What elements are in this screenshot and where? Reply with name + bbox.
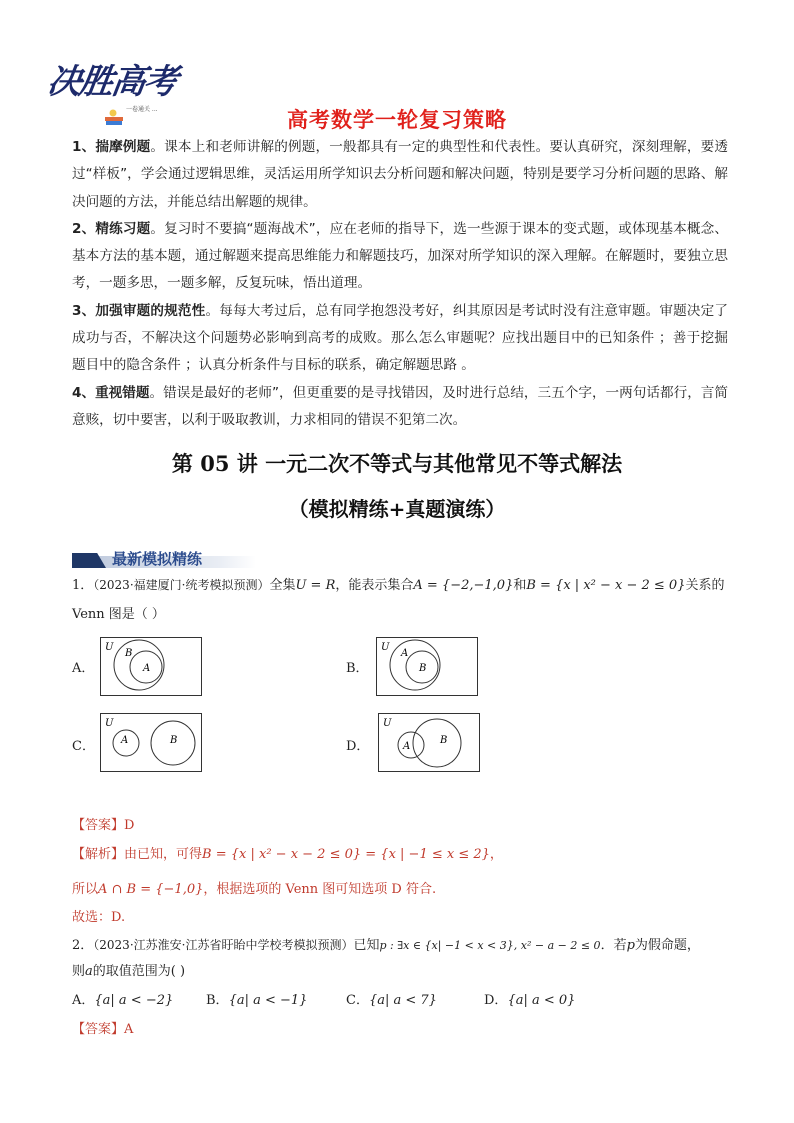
q1-analysis: 【解析】由已知，可得B = {x | x² − x − 2 ≤ 0} = {x | −1 ≤ x ≤ 2}，: [72, 847, 503, 862]
lecture-subtitle: （模拟精练+真题演练）: [288, 497, 506, 521]
section-header: [72, 548, 256, 568]
lecture-title: 第 05 讲 一元二次不等式与其他常见不等式解法: [171, 451, 623, 476]
strategy-item: 4、重视错题。错误是最好的老师”，但更重要的是寻找错因，及时进行总结，三五个字，一两句话都行，言简意赅，切中要害，以利于吸取教训，力求相同的错误不犯第二次。: [72, 384, 728, 428]
u-label: U: [381, 642, 390, 653]
answer-tag: 【答案】: [72, 1022, 125, 1037]
u-label: U: [105, 718, 114, 729]
q2-stem: 2．（2023·江苏淮安·江苏省盱眙中学校考模拟预测）已知p : ∃x ∈ {x| −1 < x < 3}, x² − a − 2 ≤ 0．若p为假命题，: [72, 938, 700, 953]
q2-source: （2023·江苏淮安·江苏省盱眙中学校考模拟预测）: [93, 938, 354, 952]
set-a-circle: [398, 732, 424, 758]
set-b-circle: [413, 719, 461, 767]
strategy-heading: 加强审题的规范性: [95, 302, 206, 319]
q1-option-d-venn[interactable]: [378, 713, 480, 773]
q2-option-b[interactable]: B．{a| a < −1}: [206, 993, 308, 1008]
analysis-tag: 【解析】: [72, 847, 125, 862]
answer-tag: 【答案】: [72, 818, 125, 833]
u-label: U: [383, 718, 392, 729]
q1-stem-cont: Venn 图是（ ）: [72, 607, 165, 622]
q1-option-a-venn[interactable]: [100, 637, 202, 697]
answer-value: D: [124, 818, 135, 833]
strategy-heading: 重视错题: [95, 384, 150, 401]
q2-stem-cont: 则a的取值范围为( ): [72, 964, 186, 979]
q2-option-c[interactable]: C．{a| a < 7}: [346, 993, 437, 1008]
a-label: A: [401, 648, 409, 659]
q2-option-a[interactable]: A．{a| a < −2}: [72, 993, 174, 1008]
logo-tagline: 一卷通关 ...: [126, 106, 158, 113]
q1-option-b-venn[interactable]: [376, 637, 478, 697]
strategy-item: 2、精练习题。复习时不要搞“题海战术”，应在老师的指导下，选一些源于课本的变式题，或体现基本概念、基本方法的基本题，通过解题来提高思维能力和解题技巧，加深对所学知识的深入理解。在解题时，要独立思考，一题多思，一题多解，反复玩味，悟出道理。: [72, 220, 728, 292]
b-label: B: [125, 648, 133, 659]
a-label: A: [121, 735, 129, 746]
q1-source: （2023·福建厦门·统考模拟预测）: [93, 578, 270, 592]
q2-option-d[interactable]: D．{a| a < 0}: [484, 993, 576, 1008]
set-a-circle: [390, 640, 440, 690]
q1-stem: 1．（2023·福建厦门·统考模拟预测）全集U = R，能表示集合A = {−2,−1,0}和B = {x | x² − x − 2 ≤ 0}关系的: [72, 578, 725, 593]
b-label: B: [440, 735, 448, 746]
q1-analysis-cont: 所以A ∩ B = {−1,0}，根据选项的 Venn 图可知选项 D 符合.: [72, 882, 437, 897]
a-label: A: [143, 663, 151, 674]
strategy-list: [72, 134, 728, 434]
strategy-heading: 揣摩例题: [95, 139, 151, 155]
strategy-item: 3、加强审题的规范性。每每大考过后，总有同学抱怨没考好，纠其原因是考试时没有注意审题。审题决定了成功与否，不解决这个问题势必影响到高考的成败。那么怎么审题呢？应找出题目中的已知条件 ；善于挖掘题目中的隐含条件 ；认真分析条件与目标的联系，确定解题思路 。: [72, 302, 729, 374]
b-label: B: [170, 735, 178, 746]
q1-option-c-venn[interactable]: [100, 713, 202, 773]
q1-option-c-label[interactable]: C．: [72, 739, 95, 754]
q2-answer: [72, 1018, 133, 1037]
section-label: 最新模拟精练: [112, 550, 203, 568]
a-label: A: [403, 741, 411, 752]
b-label: B: [419, 663, 427, 674]
page-title: 高考数学一轮复习策略: [287, 108, 507, 132]
u-label: U: [105, 642, 114, 653]
q1-answer: [72, 814, 134, 833]
q1-option-a-label[interactable]: A．: [72, 661, 95, 676]
universe-rect: [379, 714, 480, 772]
set-b-circle: [114, 640, 164, 690]
answer-value: A: [124, 1022, 134, 1037]
q1-option-d-label[interactable]: D．: [346, 739, 370, 754]
strategy-heading: 精练习题: [95, 220, 151, 237]
q1-option-b-label[interactable]: B．: [346, 661, 369, 676]
q1-conclusion: 故选：D.: [72, 910, 126, 925]
logo-text: 决胜高考: [44, 62, 179, 102]
strategy-item: 1、揣摩例题。课本上和老师讲解的例题，一般都具有一定的典型性和代表性。要认真研究，深刻理解，要透过“样板”，学会通过逻辑思维，灵活运用所学知识去分析问题和解决问题，特别是要学习分析问题的思路、解决问题的方法，并能总结出解题的规律。: [72, 139, 729, 210]
